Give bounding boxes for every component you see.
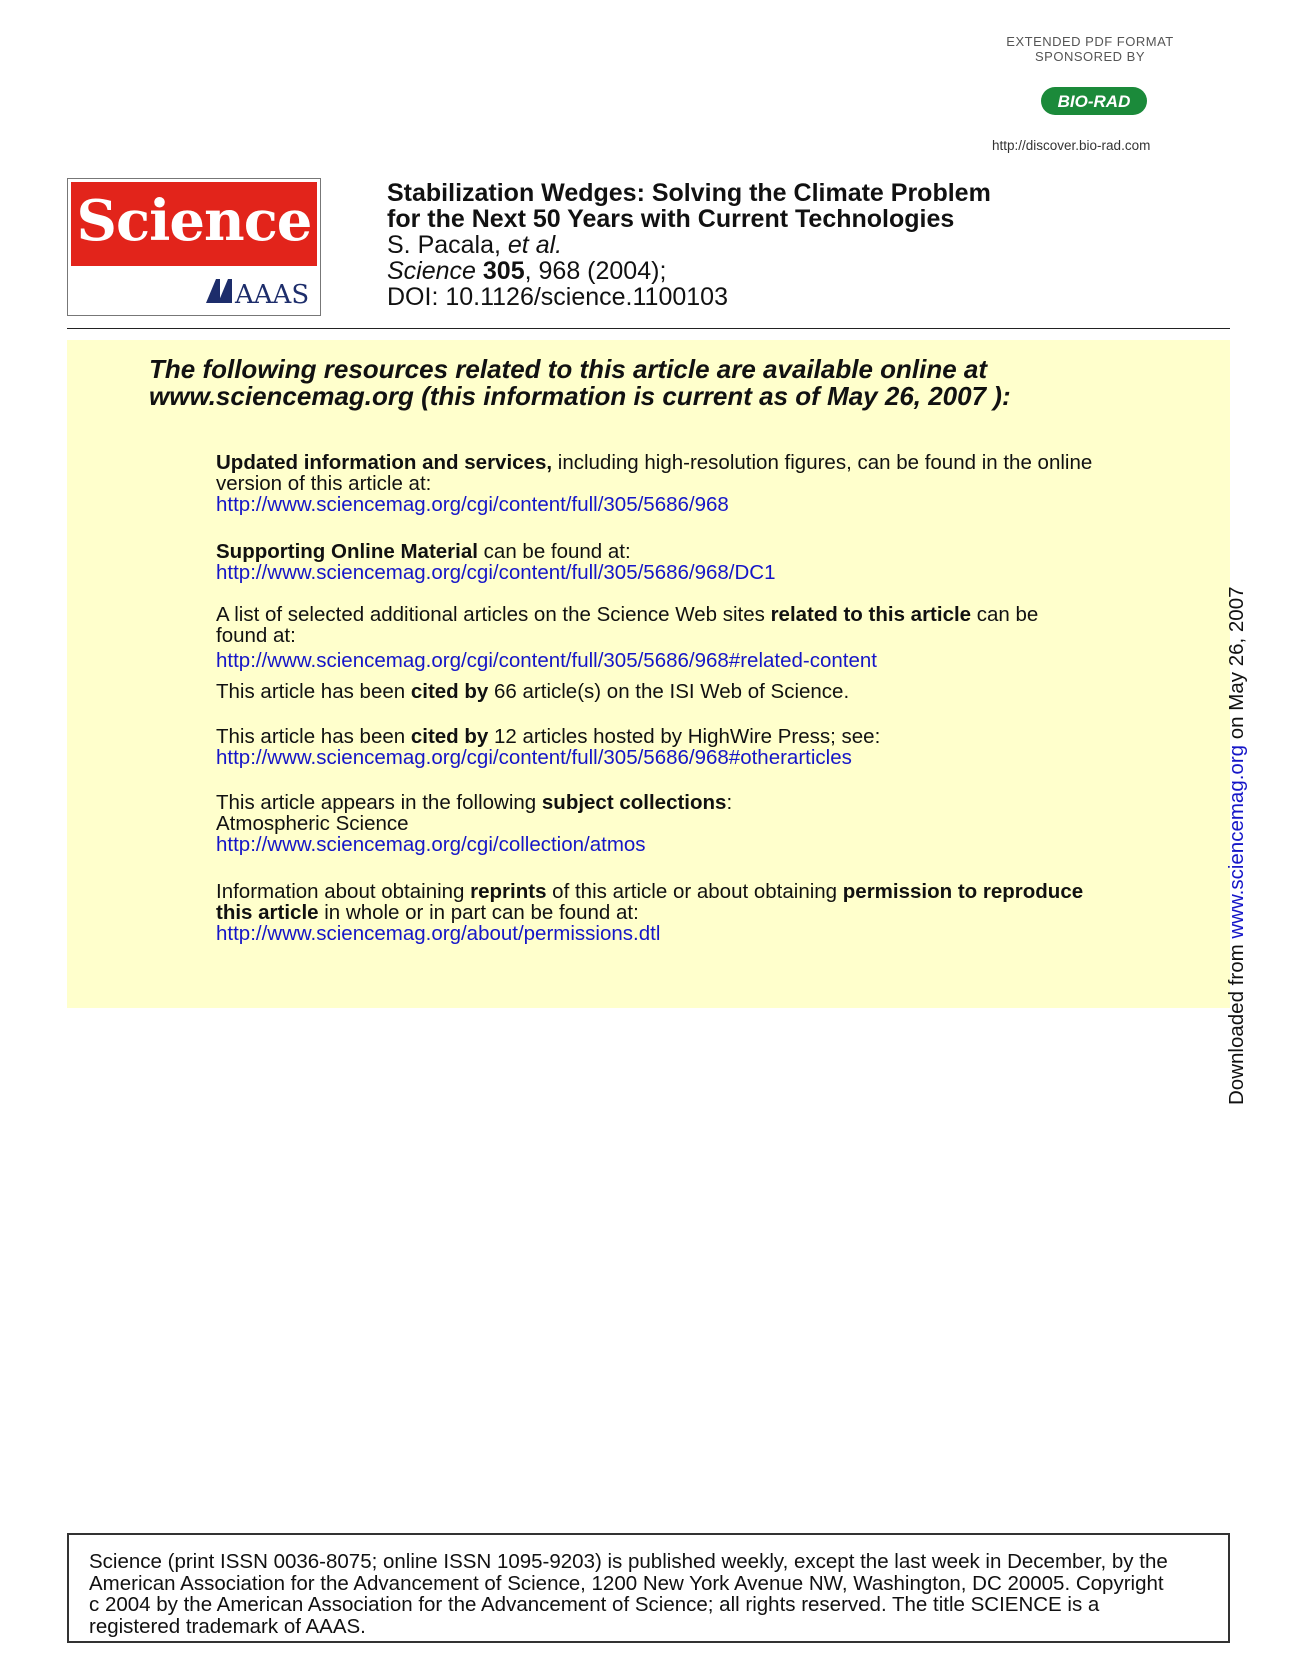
resource-collections-pre: This article appears in the following: [216, 791, 542, 814]
collection-name: Atmospheric Science: [216, 812, 409, 835]
updated-info-link[interactable]: http://www.sciencemag.org/cgi/content/full/305/5686/968: [216, 493, 729, 516]
permissions-link[interactable]: http://www.sciencemag.org/about/permissions.dtl: [216, 922, 661, 945]
resource-updated-bold: Updated information and services,: [216, 451, 553, 474]
collection-link[interactable]: http://www.sciencemag.org/cgi/collection/atmos: [216, 833, 646, 856]
resource-subject-collections: [216, 792, 1156, 855]
footer-notice: [67, 1533, 1230, 1643]
article-title-line-2: for the Next 50 Years with Current Technologies: [387, 205, 955, 233]
aaas-logo: [204, 273, 314, 309]
resource-supporting-material: [216, 541, 1156, 583]
sponsor-url[interactable]: http://discover.bio-rad.com: [992, 138, 1151, 153]
author-name: S. Pacala,: [387, 231, 508, 259]
resource-cited-highwire: [216, 726, 1156, 768]
aaas-wordmark: AAAS: [235, 280, 310, 309]
article-citation: [387, 180, 991, 310]
resource-updated-info: [216, 452, 1156, 515]
biorad-logo-text: BIO-RAD: [1057, 92, 1131, 111]
science-logo-banner: [71, 182, 317, 266]
science-wordmark: Science: [76, 188, 312, 254]
sponsor-caption: [990, 34, 1190, 64]
supporting-material-link[interactable]: http://www.sciencemag.org/cgi/content/full/305/5686/968/DC1: [216, 561, 776, 584]
resource-reprints-pre: Information about obtaining: [216, 880, 471, 903]
resource-related-line-2: found at:: [216, 624, 296, 647]
download-notice-pre: Downloaded from: [1225, 938, 1248, 1105]
panel-heading-line-1: The following resources related to this article are available online at: [149, 354, 988, 384]
download-notice: [1222, 575, 1254, 1105]
footer-line-3: c 2004 by the American Association for the Advancement of Science; all rights reserved. The title SCIENCE is a: [89, 1593, 1100, 1616]
author-etal: et al.: [507, 231, 563, 259]
resource-collections-bold: subject collections: [541, 791, 727, 814]
resource-related-pre: A list of selected additional articles on the Science Web sites: [216, 603, 771, 626]
resource-reprints-mid: of this article or about obtaining: [546, 880, 843, 903]
resource-cited-isi-pre: This article has been: [216, 680, 411, 703]
resource-collections-post: :: [726, 791, 733, 814]
resource-updated-text: including high-resolution figures, can be found in the online: [552, 451, 1093, 474]
footer-line-1: Science (print ISSN 0036-8075; online ISSN 1095-9203) is published weekly, except the last week in December, by the: [89, 1550, 1168, 1573]
resource-reprints-post: in whole or in part can be found at:: [318, 901, 639, 924]
resource-reprints-bold-2: permission to reproduce: [842, 880, 1084, 903]
download-notice-text: [1222, 587, 1252, 1106]
footer-text: [89, 1551, 1219, 1637]
resource-supporting-text: can be found at:: [477, 540, 631, 563]
aaas-emblem-icon: [206, 279, 220, 303]
resource-cited-hw-post: 12 articles hosted by HighWire Press; see:: [488, 725, 881, 748]
resource-related-post: can be: [971, 603, 1039, 626]
footer-line-4: registered trademark of AAAS.: [89, 1614, 366, 1638]
biorad-logo[interactable]: [1040, 86, 1148, 116]
article-title: [387, 180, 991, 232]
resource-cited-isi-bold: cited by: [410, 680, 489, 703]
other-articles-link[interactable]: http://www.sciencemag.org/cgi/content/full/305/5686/968#otherarticles: [216, 746, 852, 769]
aaas-emblem-icon-part: [218, 279, 232, 303]
article-authors: [387, 232, 991, 258]
journal-volume: 305: [482, 257, 525, 285]
resource-supporting-bold: Supporting Online Material: [216, 540, 478, 563]
journal-name: Science: [387, 257, 476, 285]
science-logo: [67, 178, 321, 316]
resource-cited-isi-post: 66 article(s) on the ISI Web of Science.: [488, 680, 850, 703]
resource-cited-hw-pre: This article has been: [216, 725, 411, 748]
resource-cited-hw-bold: cited by: [410, 725, 489, 748]
resource-related-bold: related to this article: [770, 603, 972, 626]
article-doi: DOI: 10.1126/science.1100103: [387, 283, 728, 311]
download-site-link[interactable]: www.sciencemag.org: [1225, 744, 1248, 939]
panel-heading: [149, 356, 1011, 410]
resource-reprints-bold-1: reprints: [470, 880, 547, 903]
resource-cited-isi: [216, 681, 1156, 702]
resource-related-articles: [216, 604, 1156, 671]
resource-updated-line-2: version of this article at:: [216, 472, 432, 495]
journal-pages-year: , 968 (2004);: [524, 257, 667, 285]
header-divider: [67, 328, 1230, 329]
resource-reprints: [216, 881, 1156, 944]
panel-heading-line-2: www.sciencemag.org (this information is current as of May 26, 2007 ):: [149, 381, 1011, 411]
footer-line-2: American Association for the Advancement of Science, 1200 New York Avenue NW, Washington, DC 20005. Copyright: [89, 1571, 1164, 1595]
related-content-link[interactable]: http://www.sciencemag.org/cgi/content/full/305/5686/968#related-content: [216, 649, 877, 672]
sponsor-line-1: EXTENDED PDF FORMAT: [1006, 34, 1174, 49]
download-notice-post: on May 26, 2007: [1225, 586, 1248, 745]
resource-reprints-bold-3: this article: [216, 901, 319, 924]
sponsor-line-2: SPONSORED BY: [1034, 49, 1146, 64]
article-title-line-1: Stabilization Wedges: Solving the Climate Problem: [387, 179, 991, 207]
article-source: [387, 258, 991, 284]
